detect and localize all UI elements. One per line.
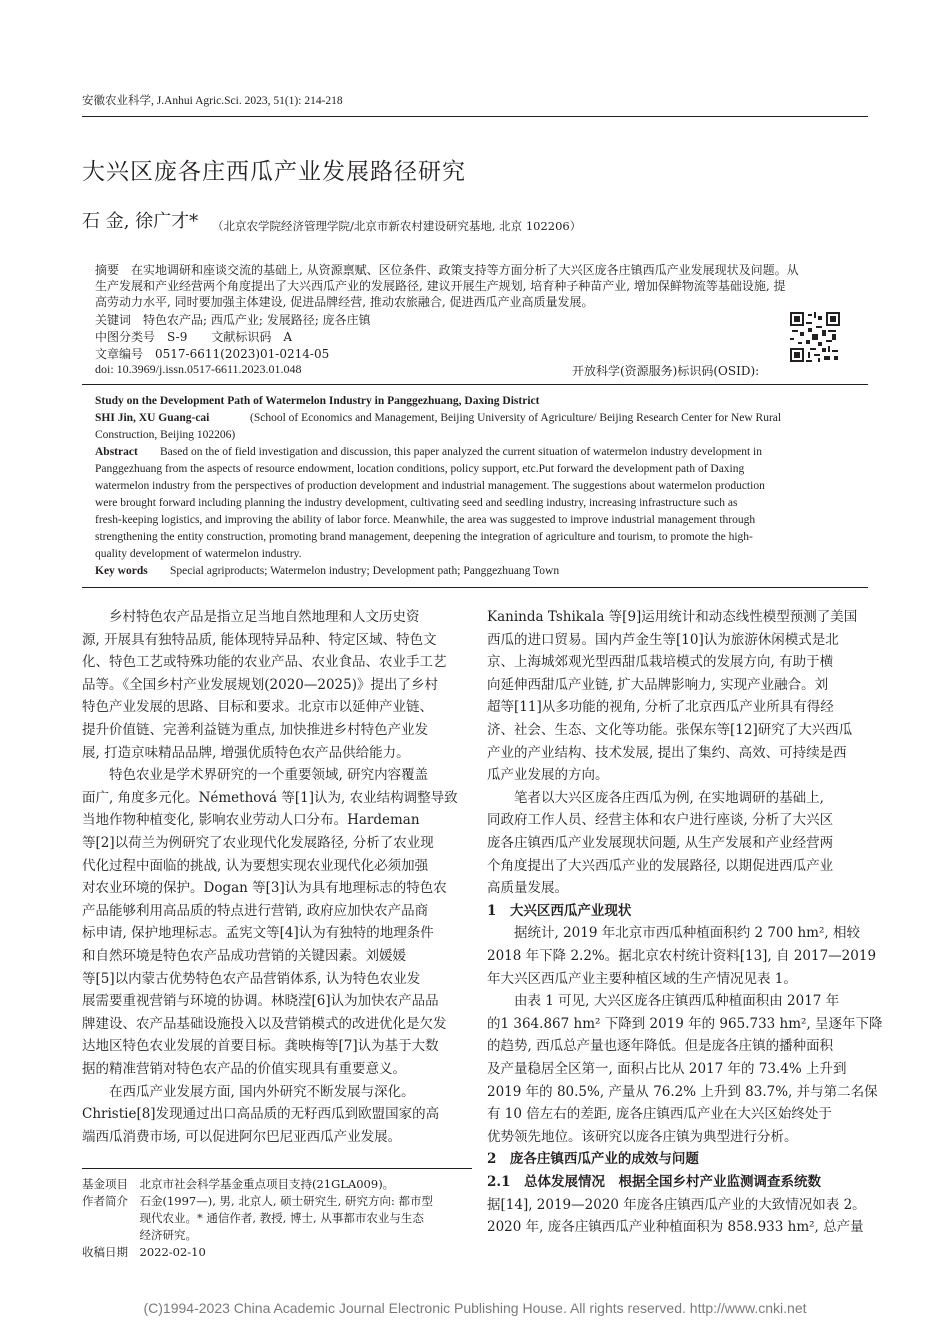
body-line: 2020 年, 庞各庄镇西瓜产业种植面积为 858.933 hm², 总产量 bbox=[487, 1219, 864, 1236]
affiliation: （北京农学院经济管理学院/北京市新农村建设研究基地, 北京 102206） bbox=[212, 219, 582, 233]
body-line: 展需要重视营销与环境的协调。林晓滢[6]认为加快农产品品 bbox=[82, 993, 439, 1010]
page-title: 大兴区庞各庄西瓜产业发展路径研究 bbox=[82, 159, 466, 185]
qr-code-icon bbox=[790, 312, 840, 362]
body-line: Kaninda Tshikala 等[9]运用统计和动态线性模型预测了美国 bbox=[487, 609, 858, 625]
body-line: 标申请, 保护地理标志。孟宪文等[4]认为有独特的地理条件 bbox=[82, 925, 434, 942]
en-title: Study on the Development Path of Watermelon Industry in Panggezhuang, Daxing District bbox=[95, 395, 540, 407]
footnote-rule bbox=[82, 1168, 472, 1169]
body-line: 据统计, 2019 年北京市西瓜种植面积约 2 700 hm², 相较 bbox=[487, 925, 860, 942]
journal-header: 安徽农业科学, J.Anhui Agric.Sci. 2023, 51(1): 214-218 bbox=[82, 95, 343, 107]
footnote-author-cont: 现代农业。* 通信作者, 教授, 博士, 从事都市农业与生态 bbox=[82, 1211, 424, 1225]
body-line: 2018 年下降 2.2%。据北京农村统计资料[13], 自 2017—2019 bbox=[487, 948, 877, 964]
body-line: 有 10 倍左右的差距, 庞各庄镇西瓜产业在大兴区始终处于 bbox=[487, 1106, 832, 1123]
en-authors: SHI Jin, XU Guang-cai bbox=[95, 412, 210, 424]
article-number: 文章编号 0517-6611(2023)01-0214-05 bbox=[95, 347, 330, 361]
en-abstract-line: Panggezhuang from the aspects of resource endowment, location conditions, policy support, etc.Put forward the development path of Daxing bbox=[95, 463, 745, 475]
body-line: 庞各庄镇西瓜产业发展现状问题, 从生产发展和产业经营两 bbox=[487, 835, 834, 851]
body-line: 源, 开展具有独特品质, 能体现特异品种、特定区域、特色文 bbox=[82, 631, 437, 648]
body-line: 当地作物种植变化, 影响农业劳动人口分布。Hardeman bbox=[82, 812, 420, 829]
body-line: 2.1 总体发展情况 根据全国乡村产业监测调查系统数 bbox=[487, 1174, 821, 1190]
body-line: 乡村特色农产品是指立足当地自然地理和人文历史资 bbox=[82, 609, 420, 625]
body-line: 优势领先地位。该研究以庞各庄镇为典型进行分析。 bbox=[487, 1128, 798, 1145]
body-line: 品等。《全国乡村产业发展规划(2020—2025)》提出了乡村 bbox=[82, 676, 438, 693]
body-line: 达地区特色农业发展的首要目标。龚映梅等[7]认为基于大数 bbox=[82, 1038, 439, 1055]
body-line: 京、上海城郊观光型西甜瓜栽培模式的发展方向, 有助于横 bbox=[487, 654, 834, 671]
en-affiliation-cont: Construction, Beijing 102206) bbox=[95, 429, 236, 441]
body-line: 同政府工作人员、经营主体和农户进行座谈, 分析了大兴区 bbox=[487, 812, 834, 829]
en-abstract-label: Abstract bbox=[95, 446, 138, 458]
body-line: 牌建设、农产品基础设施投入以及营销模式的改进优化是欠发 bbox=[82, 1015, 447, 1032]
en-abstract-line: fresh-keeping logistics, and improving the ability of labor force. Meanwhile, the area was suggested to improve industrial management through bbox=[95, 514, 756, 526]
body-line: 瓜产业发展的方向。 bbox=[487, 767, 609, 784]
body-line: 化、特色工艺或特殊功能的农业产品、农业食品、农业手工艺 bbox=[82, 654, 447, 671]
body-line: 的1 364.867 hm² 下降到 2019 年的 965.733 hm², 呈逐年下降 bbox=[487, 1015, 883, 1032]
en-abstract-line: were brought forward including planning the industry development, cultivating seed and seedling industry, increasing infrastructure such as bbox=[95, 497, 738, 509]
body-line: 笔者以大兴区庞各庄西瓜为例, 在实地调研的基础上, bbox=[487, 789, 824, 806]
footnote-author: 作者简介 石金(1997—), 男, 北京人, 硕士研究生, 研究方向: 都市型 bbox=[82, 1194, 434, 1208]
en-keywords: Special agriproducts; Watermelon industry; Development path; Panggezhuang Town bbox=[170, 565, 560, 577]
body-line: 及产量稳居全区第一, 面积占比从 2017 年的 73.4% 上升到 bbox=[487, 1061, 847, 1077]
body-line: 提升价值链、完善利益链为重点, 加快推进乡村特色产业发 bbox=[82, 722, 429, 738]
clc-code: 中图分类号 S-9 文献标识码 A bbox=[95, 330, 293, 344]
body-line: 济、社会、生态、文化等功能。张保东等[12]研究了大兴西瓜 bbox=[487, 722, 853, 738]
header-rule bbox=[82, 116, 868, 117]
body-line: 在西瓜产业发展方面, 国内外研究不断发展与深化。 bbox=[82, 1083, 415, 1100]
abstract-cn-line: 高劳动力水平, 同时要加强主体建设, 促进品牌经营, 推动农旅融合, 促进西瓜产业高质量发展。 bbox=[95, 295, 594, 309]
en-abstract-line: watermelon industry from the perspectives of production development and industrial management. The suggestions about watermelon production bbox=[95, 480, 765, 492]
body-line: 年大兴区西瓜产业主要种植区域的生产情况见表 1。 bbox=[487, 970, 797, 987]
body-line: 2019 年的 80.5%, 产量从 76.2% 上升到 83.7%, 并与第二名保 bbox=[487, 1083, 878, 1100]
section-rule bbox=[82, 587, 868, 588]
footnote-received: 收稿日期 2022-02-10 bbox=[82, 1245, 206, 1259]
en-abstract-line: quality development of watermelon industry. bbox=[95, 548, 302, 560]
footnote-funding: 基金项目 北京市社会科学基金重点项目支持(21GLA009)。 bbox=[82, 1177, 395, 1191]
body-line: 2 庞各庄镇西瓜产业的成效与问题 bbox=[487, 1151, 699, 1168]
body-line: 向延伸西甜瓜产业链, 扩大品牌影响力, 实现产业融合。刘 bbox=[487, 676, 829, 693]
body-line: 展, 打造京味精品品牌, 增强优质特色农产品供给能力。 bbox=[82, 744, 410, 761]
abstract-cn-line: 摘要 在实地调研和座谈交流的基础上, 从资源禀赋、区位条件、政策支持等方面分析了大兴区庞各庄镇西瓜产业发展现状及问题。从 bbox=[95, 263, 799, 277]
abstract-rule bbox=[82, 384, 868, 385]
body-line: 特色产业发展的思路、目标和要求。北京市以延伸产业链、 bbox=[82, 699, 433, 716]
body-line: 产品能够利用高品质的特点进行营销, 政府应加快农产品商 bbox=[82, 902, 429, 919]
body-line: 的趋势, 西瓜总产量也逐年降低。但是庞各庄镇的播种面积 bbox=[487, 1038, 834, 1055]
body-line: 超等[11]从多功能的视角, 分析了北京西瓜产业所具有得经 bbox=[487, 699, 834, 716]
copyright-notice: (C)1994-2023 China Academic Journal Electronic Publishing House. All rights reserved. http://www.cnki.net bbox=[143, 1300, 807, 1316]
footnote-author-cont: 经济研究。 bbox=[82, 1228, 197, 1242]
keywords-cn: 关键词 特色农产品; 西瓜产业; 发展路径; 庞各庄镇 bbox=[95, 313, 371, 327]
body-line: 代化过程中面临的挑战, 认为要想实现农业现代化必须加强 bbox=[82, 857, 429, 874]
body-line: Christie[8]发现通过出口高品质的无籽西瓜到欧盟国家的高 bbox=[82, 1106, 440, 1123]
body-line: 等[2]以荷兰为例研究了农业现代化发展路径, 分析了农业现 bbox=[82, 835, 434, 851]
body-line: 个角度提出了大兴西瓜产业的发展路径, 以期促进西瓜产业 bbox=[487, 857, 834, 874]
osid-label: 开放科学(资源服务)标识码(OSID): bbox=[572, 364, 760, 378]
body-line: 由表 1 可见, 大兴区庞各庄镇西瓜种植面积由 2017 年 bbox=[487, 993, 840, 1010]
body-line: 等[5]以内蒙古优势特色农产品营销体系, 认为特色农业发 bbox=[82, 970, 421, 987]
body-line: 端西瓜消费市场, 可以促进阿尔巴尼亚西瓜产业发展。 bbox=[82, 1128, 402, 1145]
body-line: 特色农业是学术界研究的一个重要领域, 研究内容覆盖 bbox=[82, 767, 429, 784]
body-line: 1 大兴区西瓜产业现状 bbox=[487, 902, 632, 919]
en-keywords-label: Key words bbox=[95, 565, 148, 577]
authors: 石 金, 徐广才* bbox=[82, 211, 199, 232]
doi[interactable]: doi: 10.3969/j.issn.0517-6611.2023.01.048 bbox=[95, 362, 302, 376]
body-line: 高质量发展。 bbox=[487, 880, 568, 897]
body-line: 据的精准营销对特色农产品的价值实现具有重要意义。 bbox=[82, 1061, 406, 1077]
body-line: 面广, 角度多元化。Némethová 等[1]认为, 农业结构调整导致 bbox=[82, 789, 458, 806]
body-line: 西瓜的进口贸易。国内芦金生等[10]认为旅游休闲模式是北 bbox=[487, 631, 839, 648]
abstract-cn-line: 生产发展和产业经营两个角度提出了大兴西瓜产业的发展路径, 建议开展生产规划, 培育种子种苗产业, 增加保鲜物流等基础设施, 提 bbox=[95, 279, 786, 293]
body-line: 和自然环境是特色农产品成功营销的关键因素。刘媛媛 bbox=[82, 948, 406, 964]
en-affiliation: (School of Economics and Management, Beijing University of Agriculture/ Beijing Research Center for New Rural bbox=[250, 412, 782, 424]
body-line: 产业的产业结构、技术发展, 提出了集约、高效、可持续是西 bbox=[487, 744, 847, 761]
body-line: 对农业环境的保护。Dogan 等[3]认为具有地理标志的特色农 bbox=[82, 880, 447, 897]
en-abstract-line: Based on the of field investigation and discussion, this paper analyzed the current situation of watermelon industry development in bbox=[160, 446, 763, 458]
body-line: 据[14], 2019—2020 年庞各庄镇西瓜产业的大致情况如表 2。 bbox=[487, 1196, 866, 1213]
en-abstract-line: strengthening the entity construction, promoting brand management, deepening the integration of agriculture and tourism, to promote the high- bbox=[95, 531, 753, 543]
